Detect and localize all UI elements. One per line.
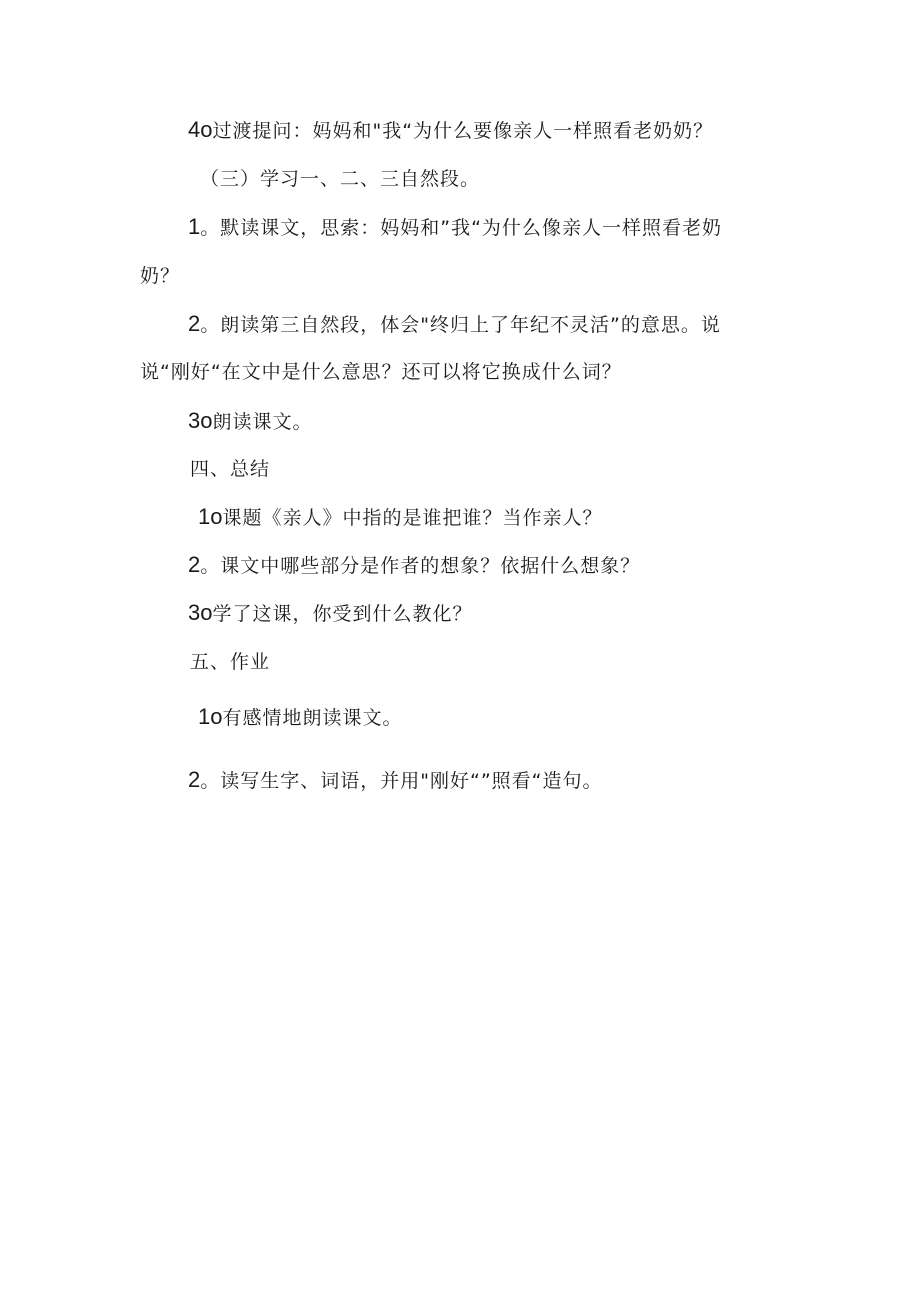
item-number: 1o <box>198 504 223 529</box>
item-number: 2 <box>188 311 201 336</box>
item-number: 4o <box>188 117 213 142</box>
heading-text: 五、作业 <box>190 651 271 673</box>
summary-item-3 <box>188 599 848 628</box>
item-text: 奶？ <box>140 265 181 287</box>
section-heading-homework <box>190 648 850 676</box>
paragraph-transition-question <box>188 116 848 145</box>
item-text: 。读写生字、词语，并用"刚好“”照看“造句。 <box>200 770 603 792</box>
item-number: 3o <box>188 408 213 433</box>
list-item-2 <box>188 310 848 339</box>
section-heading-three <box>200 165 860 193</box>
item-number: 1 <box>188 214 201 239</box>
item-number: 1o <box>198 704 223 729</box>
item-text: 过渡提问：妈妈和"我“为什么要像亲人一样照看老奶奶？ <box>212 120 714 142</box>
list-item-1 <box>188 213 848 242</box>
list-item-3 <box>188 407 848 436</box>
item-number: 2 <box>188 767 201 792</box>
homework-item-2 <box>188 766 848 795</box>
item-number: 2 <box>188 552 201 577</box>
item-text: 学了这课，你受到什么教化？ <box>212 603 473 625</box>
item-text: 有感情地朗读课文。 <box>222 707 403 729</box>
item-number: 3o <box>188 600 213 625</box>
section-heading-summary <box>190 455 850 483</box>
heading-text: 四、总结 <box>190 458 271 480</box>
list-item-2-continuation <box>140 358 800 386</box>
heading-text: （三）学习一、二、三自然段。 <box>200 168 481 190</box>
item-text: 。朗读第三自然段，体会"终归上了年纪不灵活”的意思。说 <box>200 314 721 336</box>
list-item-1-continuation <box>140 262 800 290</box>
item-text: 课题《亲人》中指的是谁把谁？当作亲人？ <box>222 507 603 529</box>
homework-item-1 <box>198 703 858 732</box>
summary-item-1 <box>198 503 858 532</box>
item-text: 说“刚好“在文中是什么意思？还可以将它换成什么词？ <box>140 361 622 383</box>
summary-item-2 <box>188 551 848 580</box>
item-text: 。默读课文，思索：妈妈和”我“为什么像亲人一样照看老奶 <box>200 217 722 239</box>
item-text: 朗读课文。 <box>212 411 313 433</box>
item-text: 。课文中哪些部分是作者的想象？依据什么想象？ <box>200 555 641 577</box>
